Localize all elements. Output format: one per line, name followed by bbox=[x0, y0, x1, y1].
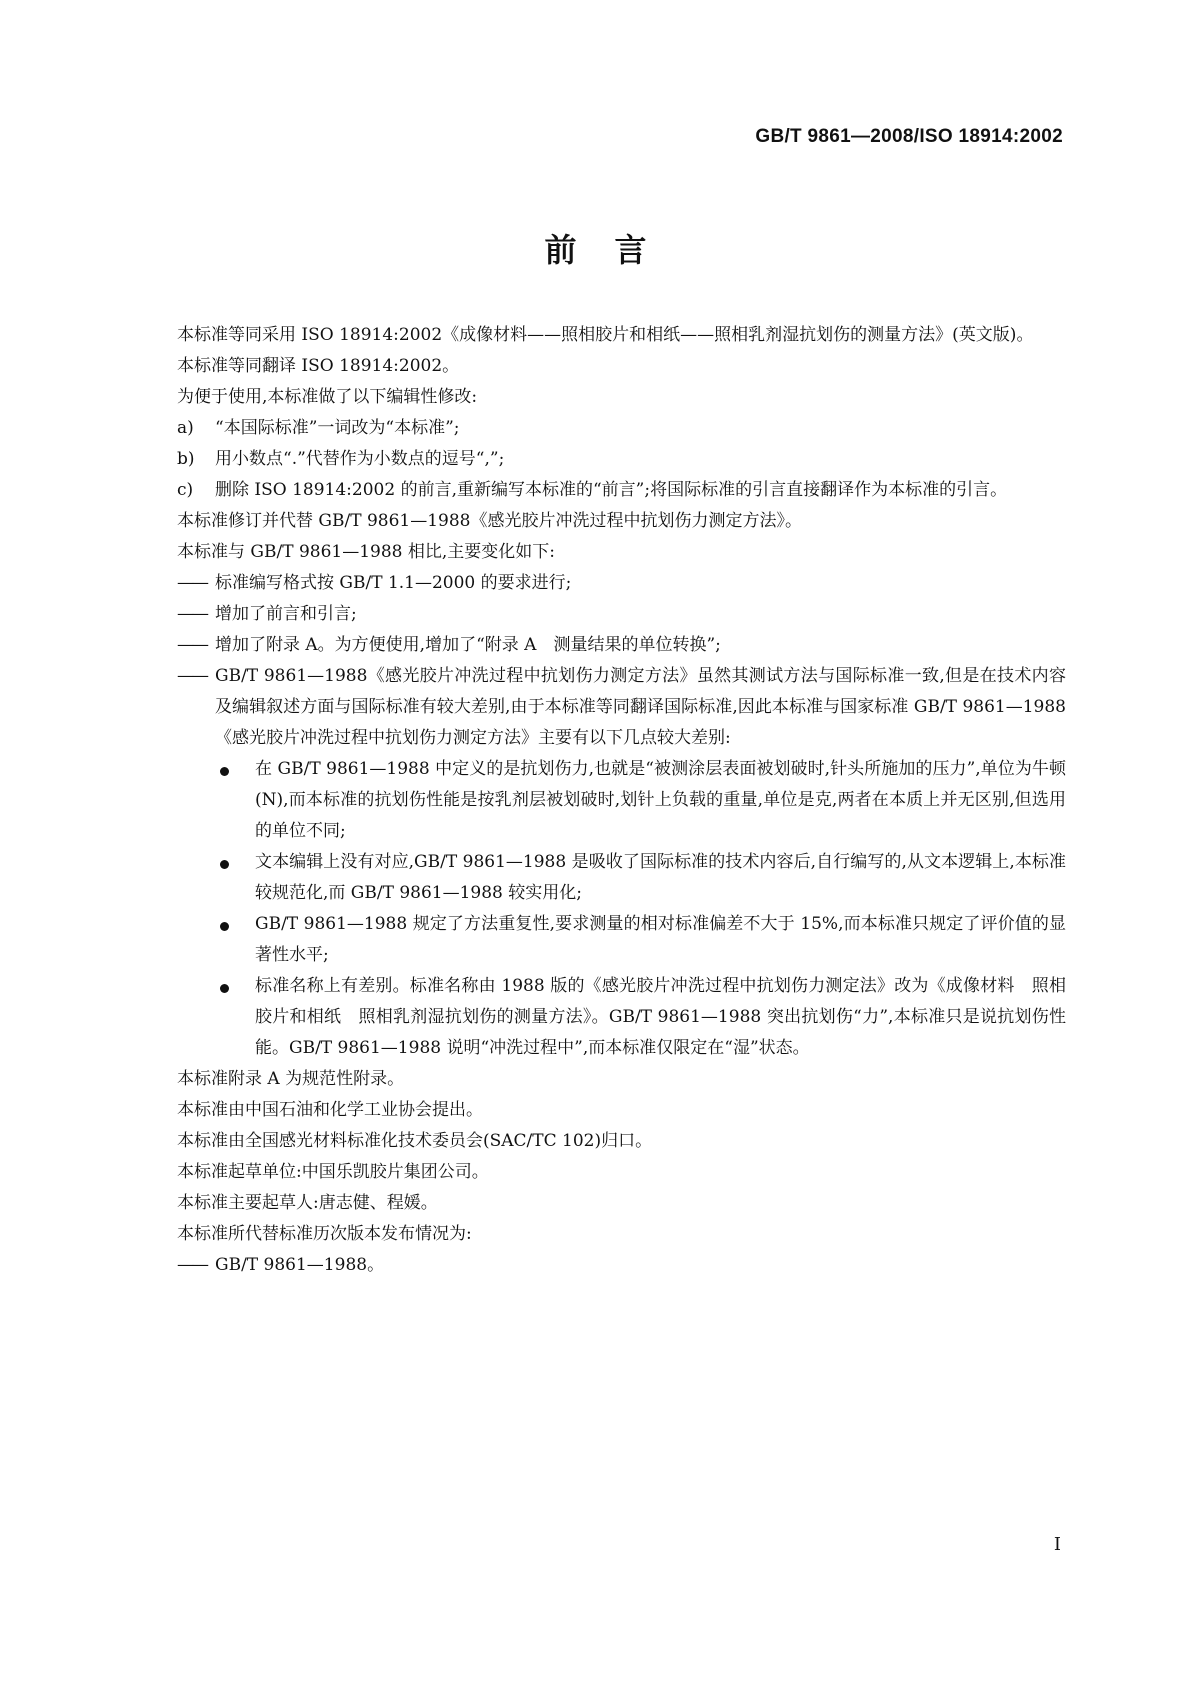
difference-item bbox=[122, 847, 1066, 909]
list-text: 删除 ISO 18914:2002 的前言,重新编写本标准的“前言”;将国际标准的引言直接翻译作为本标准的引言。 bbox=[215, 480, 1008, 500]
bullet-icon bbox=[220, 860, 229, 869]
page-number: I bbox=[1053, 1534, 1061, 1555]
history-item bbox=[122, 1250, 1066, 1281]
list-item bbox=[122, 475, 1066, 506]
paragraph: 本标准修订并代替 GB/T 9861—1988《感光胶片冲洗过程中抗划伤力测定方法》。 bbox=[177, 511, 802, 531]
change-item bbox=[122, 599, 1066, 630]
change-item bbox=[122, 630, 1066, 661]
change-item bbox=[122, 568, 1066, 599]
foreword-body bbox=[122, 320, 1066, 1281]
difference-item bbox=[122, 909, 1066, 971]
list-label: b) bbox=[177, 449, 195, 469]
dash-label: —— bbox=[177, 573, 207, 593]
paragraph: 为便于使用,本标准做了以下编辑性修改: bbox=[177, 387, 478, 407]
paragraph: 本标准与 GB/T 9861—1988 相比,主要变化如下: bbox=[177, 542, 556, 562]
change-text: 增加了前言和引言; bbox=[215, 604, 357, 624]
paragraph: 本标准附录 A 为规范性附录。 bbox=[177, 1069, 405, 1089]
dash-label: —— bbox=[177, 1255, 207, 1275]
list-item bbox=[122, 444, 1066, 475]
bullet-icon bbox=[220, 767, 229, 776]
change-text: 增加了附录 A。为方便使用,增加了“附录 A 测量结果的单位转换”; bbox=[215, 635, 721, 655]
page-title: 前言 bbox=[544, 231, 685, 269]
bullet-icon bbox=[220, 984, 229, 993]
history-text: GB/T 9861—1988。 bbox=[215, 1255, 385, 1275]
difference-item bbox=[122, 971, 1066, 1064]
list-text: 用小数点“.”代替作为小数点的逗号“,”; bbox=[215, 449, 505, 469]
change-text: GB/T 9861—1988《感光胶片冲洗过程中抗划伤力测定方法》虽然其测试方法与国际标准一致,但是在技术内容及编辑叙述方面与国际标准有较大差别,由于本标准等同翻译国际标准,因此本标准与国家标准 GB/T 9861—1988《感光胶片冲洗过程中抗划伤力测定方法》主要有以下几点较大差别: bbox=[215, 666, 1066, 748]
difference-text: 标准名称上有差别。标准名称由 1988 版的《感光胶片冲洗过程中抗划伤力测定法》改为《成像材料 照相胶片和相纸 照相乳剂湿抗划伤的测量方法》。GB/T 9861—1988 突出抗划伤“力”,本标准只是说抗划伤性能。GB/T 9861—1988 说明“冲洗过程中”,而本标准仅限定在“湿”状态。 bbox=[255, 976, 1066, 1058]
paragraph: 本标准等同翻译 ISO 18914:2002。 bbox=[177, 356, 460, 376]
standard-code: GB/T 9861—2008/ISO 18914:2002 bbox=[755, 126, 1063, 147]
paragraph: 本标准由中国石油和化学工业协会提出。 bbox=[177, 1100, 483, 1120]
paragraph: 本标准起草单位:中国乐凯胶片集团公司。 bbox=[177, 1162, 489, 1182]
paragraph: 本标准所代替标准历次版本发布情况为: bbox=[177, 1224, 472, 1244]
difference-item bbox=[122, 754, 1066, 847]
list-item bbox=[122, 413, 1066, 444]
difference-text: 在 GB/T 9861—1988 中定义的是抗划伤力,也就是“被测涂层表面被划破时,针头所施加的压力”,单位为牛顿(N),而本标准的抗划伤性能是按乳剂层被划破时,划针上负载的重量,单位是克,两者在本质上并无区别,但选用的单位不同; bbox=[255, 759, 1066, 841]
paragraph: 本标准由全国感光材料标准化技术委员会(SAC/TC 102)归口。 bbox=[177, 1131, 653, 1151]
dash-label: —— bbox=[177, 635, 207, 655]
dash-label: —— bbox=[177, 604, 207, 624]
difference-text: GB/T 9861—1988 规定了方法重复性,要求测量的相对标准偏差不大于 15%,而本标准只规定了评价值的显著性水平; bbox=[255, 914, 1066, 965]
change-text: 标准编写格式按 GB/T 1.1—2000 的要求进行; bbox=[215, 573, 572, 593]
list-text: “本国际标准”一词改为“本标准”; bbox=[215, 418, 460, 438]
bullet-icon bbox=[220, 922, 229, 931]
list-label: c) bbox=[177, 480, 194, 500]
paragraph: 本标准主要起草人:唐志健、程媛。 bbox=[177, 1193, 438, 1213]
dash-label: —— bbox=[177, 666, 207, 686]
difference-text: 文本编辑上没有对应,GB/T 9861—1988 是吸收了国际标准的技术内容后,自行编写的,从文本逻辑上,本标准较规范化,而 GB/T 9861—1988 较实用化; bbox=[255, 852, 1066, 903]
list-label: a) bbox=[177, 418, 194, 438]
paragraph: 本标准等同采用 ISO 18914:2002《成像材料——照相胶片和相纸——照相乳剂湿抗划伤的测量方法》(英文版)。 bbox=[177, 325, 1034, 345]
change-item bbox=[122, 661, 1066, 754]
